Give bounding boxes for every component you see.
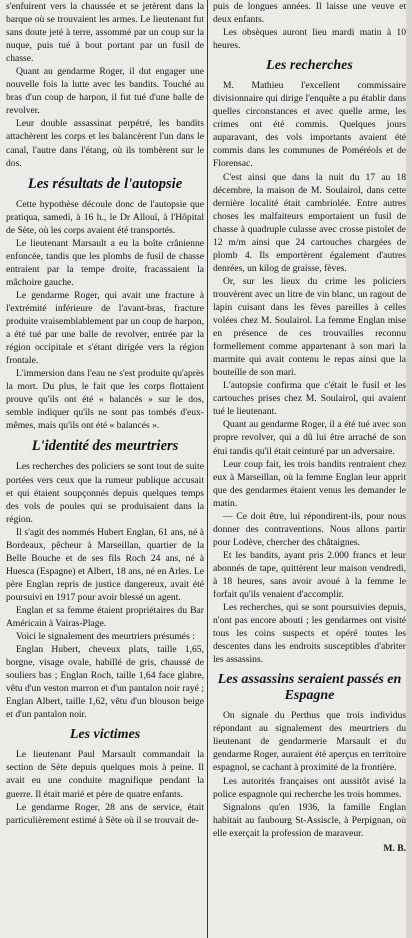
adjacent-page-edge bbox=[406, 0, 412, 938]
paragraph: Les autorités françaises ont aussitôt avisé la police espagnole qui recherche les trois hommes. bbox=[213, 775, 406, 800]
section-heading-identity: L'identité des meurtriers bbox=[31, 438, 179, 455]
paragraph: Et les bandits, ayant pris 2.000 francs et leur abonnés de tape, quittèrent leur maison vendredi, à 18 heures, sans avoir avoué à la femme le forfait qu'ils venaient d'accomplir. bbox=[213, 549, 406, 601]
paragraph: Les recherches des policiers se sont tout de suite portées vers ceux que la rumeur publique accusait et qui étaient soupçonnés depuis quelques temps des vols de poules qui se produisaient dans la région. bbox=[6, 461, 204, 525]
paragraph: L'immersion dans l'eau ne s'est produite qu'après la mort. Du plus, le fait que les corps flottaient prouve qu'ils ont été « balancés » sur le dos, semble indiquer qu'ils ne sont pas tombés d'eux-mêmes, mais qu'ils ont été « balancés ». bbox=[6, 368, 204, 432]
paragraph: On signale du Perthus que trois individus répondant au signalement des meurtriers du lieutenant de gendarmerie Marsault et du gendarme Roger, auraient été aperçus en territoire espagnol, se cachant à proximité de la frontière. bbox=[213, 710, 406, 774]
paragraph: C'est ainsi que dans la nuit du 17 au 18 décembre, la maison de M. Soulairol, dans cette dernière localité était cambriolée. Entre autres choses les malfaiteurs emportaient un fusil de chasse à quadruple culasse avec crosse pistolet de 12 m/m ainsi que 24 cartouches chargées de plomb 4. Ils emportèrent également d'autres denrées, un kilog de graisse, fèves. bbox=[213, 171, 406, 274]
paragraph: M. Mathieu l'excellent commissaire divisionnaire qui dirige l'enquête a pu établir dans quelles circonstances et avec quelle arme, les crimes ont été commis. Quelques jours auparavant, des vols importants avaient été commis dans les communes de Poméréols et de Florensac. bbox=[213, 80, 406, 170]
article-continuation: puis de longues années. Il laisse une veuve et deux enfants. bbox=[213, 1, 406, 26]
paragraph: Le lieutenant Paul Marsault commandait la section de Sète depuis quelques mois à peine. Il avait eu une conduite magnifique pendant la guerre. Il était marié et père de quatre enfants. bbox=[6, 749, 204, 800]
paragraph: Or, sur les lieux du crime les policiers trouvèrent avec un litre de vin blanc, un ragout de lapin cuisant dans les fèves pareilles à celles volées chez M. Soulairol. La femme Englan mise en présence de ces trouvailles reconnu formellement comme appartenant à son mari la marmite qui avait contenu le repas ainsi que la bouteille de son mari. bbox=[213, 275, 406, 379]
paragraph: Quant au gendarme Roger, il a été tué avec son propre revolver, qui a dû lui être arraché de son étui tandis qu'il était ceinturé par un adversaire. bbox=[213, 419, 406, 457]
section-heading-autopsy: Les résultats de l'autopsie bbox=[27, 175, 183, 192]
section-heading-search: Les recherches bbox=[266, 58, 353, 74]
paragraph: Voici le signalement des meurtriers présumés : bbox=[16, 631, 195, 643]
paragraph: Le lieutenant Marsault a eu la boîte crânienne enfoncée, tandis que les plombs de fusil de chasse entraient par la tempe droite, fracassaient la mâchoire gauche. bbox=[6, 237, 204, 288]
paragraph: Leur coup fait, les trois bandits rentraient chez eux à Marseillan, où la femme Englan leur apprit que des gendarmes étaient venus les demander le matin. bbox=[213, 458, 406, 509]
paragraph: Quant au gendarme Roger, il dut engager une nouvelle fois la lutte avec les bandits. Touché au bras d'un coup de harpon, il fut tué d'une balle de revolver. bbox=[6, 66, 204, 117]
article-continuation: s'enfuirent vers la chaussée et se jetèrent dans la barque où se trouvaient les armes. Le lieutenant fut sans doute jeté à terre, assommé par un coup sur la nuque, puis tué à bout portant par un fusil de chasse. bbox=[6, 1, 204, 65]
section-heading-victims: Les victimes bbox=[69, 727, 141, 743]
paragraph: Il s'agit des nommés Hubert Englan, 61 ans, né à Bordeaux, pêcheur à Marseillan, quartier de la Belle Bouche et de ses fils Roch 24 ans, né à Huesca (Espagne) et Albert, 18 ans, né en Arles. Le père Englan repris de justice dangereux, avait été poursuivi en 1917 pour avoir blessé un agent. bbox=[6, 526, 204, 603]
right-column bbox=[213, 0, 406, 855]
paragraph: — Ce doit être, lui répondirent-ils, pour nous donner des contraventions. Nous allons partir pour Lodève, chercher des châtaignes. bbox=[213, 510, 406, 548]
section-heading-spain: Les assassins seraient passés en Espagne bbox=[217, 672, 402, 704]
author-signature: M. B. bbox=[383, 842, 406, 854]
paragraph: Le gendarme Roger, qui avait une fracture à l'extrémité inférieure de l'avant-bras, fracture produite vraisemblablement par un coup de harpon, a été tué par une balle de revolver, entrée par la région occipitale et s'étant dirigée vers la région frontale. bbox=[6, 289, 204, 367]
paragraph: Englan et sa femme étaient propriétaires du Bar Américain à Vairas-Plage. bbox=[6, 604, 204, 630]
paragraph: Cette hypothèse découle donc de l'autopsie que pratiqua, samedi, à 16 h., le Dr Allouï, à l'Hôpital de Sète, où les corps avaient été transportés. bbox=[6, 198, 204, 236]
paragraph: Signalons qu'en 1936, la famille Englan habitait au faubourg St-Assiscle, à Perpignan, où elle exerçait la profession de maraveur. bbox=[213, 801, 406, 839]
column-divider bbox=[207, 0, 208, 938]
left-column bbox=[6, 0, 204, 827]
paragraph: Le gendarme Roger, 28 ans de service, était particulièrement estimé à Sète où il se trouvait de- bbox=[6, 801, 204, 826]
paragraph: L'autopsie confirma que c'était le fusil et les cartouches prises chez M. Soulairol, qui avaient tué le lieutenant. bbox=[213, 380, 406, 418]
paragraph: Les recherches, qui se sont poursuivies depuis, n'ont pas encore abouti ; les gendarmes ont visité tous les coins suspects et opéré toutes les descentes dans les endroits susceptibles d'abriter les assassins. bbox=[213, 602, 406, 666]
paragraph: Les obsèques auront lieu mardi matin à 10 heures. bbox=[213, 27, 406, 52]
paragraph: Englan Hubert, cheveux plats, taille 1,65, borgne, visage ovale, habillé de gris, chaussé de souliers bas ; Englan Roch, taille 1,64 face glabre, vêtu d'un veston marron et d'un pantalon noir rayé ; Englan Albert, taille 1,62, vêtu d'un blouson beige et d'un pantalon noir. bbox=[6, 644, 204, 721]
paragraph: Leur double assassinat perpétré, les bandits attachèrent les corps et les balancèrent l'un dans le canal, l'autre dans l'étang, où ils tombèrent sur le dos. bbox=[6, 118, 204, 169]
